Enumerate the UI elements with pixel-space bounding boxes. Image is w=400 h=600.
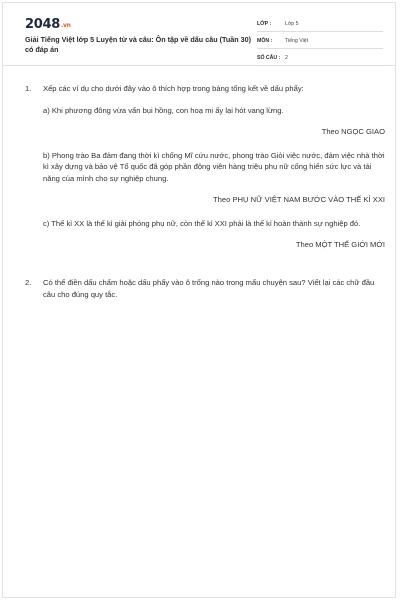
meta-label: SỐ CÂU : bbox=[257, 55, 281, 61]
document-page bbox=[2, 2, 396, 598]
document-meta bbox=[257, 17, 383, 68]
meta-value: Lớp 5 bbox=[285, 21, 299, 27]
meta-value: Tiếng Việt bbox=[285, 38, 309, 44]
meta-value: 2 bbox=[285, 55, 288, 61]
meta-row-subject bbox=[257, 34, 383, 49]
question-number: 1. bbox=[25, 84, 32, 93]
site-logo[interactable] bbox=[25, 17, 71, 32]
question-number: 2. bbox=[25, 278, 32, 287]
example-a: a) Khi phương đông vừa vẩn bụi hồng, con hoạ mi ấy lại hót vang lừng. bbox=[43, 105, 284, 115]
meta-row-grade bbox=[257, 17, 383, 32]
example-b: b) Phong trào Ba đảm đang thời kì chống Mĩ cứu nước, phong trào Giỏi việc nước, đảm việc nhà thời kì xây dựng và bảo vệ Tổ quốc đã góp phần động viên hàng triệu phụ nữ cống hiến sức lực và tài năng của mình cho sự nghiệp chung. bbox=[43, 150, 385, 183]
meta-label: MÔN : bbox=[257, 38, 273, 44]
document-title: Giải Tiếng Việt lớp 5 Luyện từ và câu: Ôn tập về dấu câu (Tuần 30) có đáp án bbox=[25, 35, 251, 54]
example-b-source: Theo PHỤ NỮ VIỆT NAM BƯỚC VÀO THẾ KỈ XXI bbox=[213, 195, 385, 204]
example-a-source: Theo NGỌC GIAO bbox=[321, 127, 385, 136]
question-1 bbox=[25, 83, 385, 263]
logo-main: 2048 bbox=[25, 17, 60, 32]
question-prompt: Có thể điền dấu chấm hoặc dấu phẩy vào ô trống nào trong mẩu chuyện sau? Viết lại các chữ đầu câu cho đúng quy tắc. bbox=[43, 278, 375, 299]
logo-suffix: .vn bbox=[60, 22, 71, 29]
example-c: c) Thế kỉ XX là thế kỉ giải phóng phụ nữ, còn thế kỉ XXI phải là thế kỉ hoàn thành sự nghiệp đó. bbox=[43, 218, 361, 228]
meta-row-question-count bbox=[257, 51, 383, 66]
question-prompt: Xếp các ví dụ cho dưới đây vào ô thích hợp trong bảng tổng kết về dấu phẩy: bbox=[43, 84, 304, 93]
meta-label: LỚP : bbox=[257, 21, 272, 27]
document-header bbox=[3, 3, 395, 66]
example-c-source: Theo MỘT THẾ GIỚI MỚI bbox=[295, 240, 385, 249]
question-2 bbox=[25, 277, 385, 310]
